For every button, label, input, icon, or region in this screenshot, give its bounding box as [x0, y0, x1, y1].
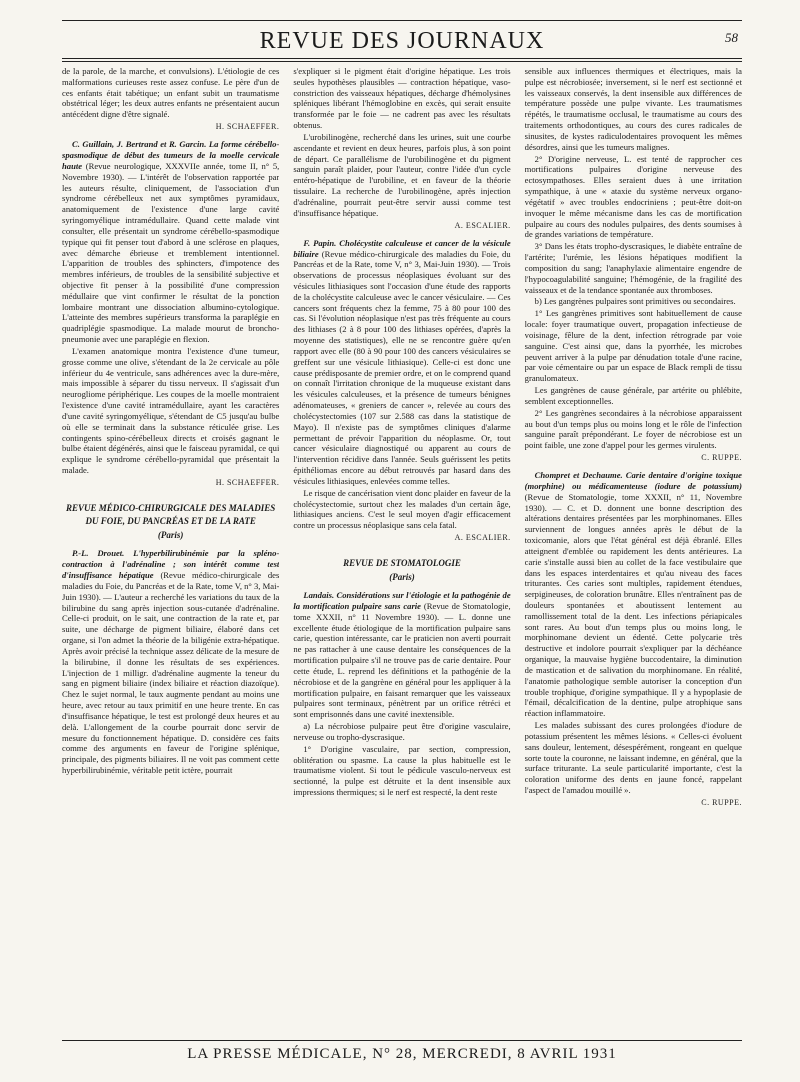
- journal-footer: LA PRESSE MÉDICALE, N° 28, MERCREDI, 8 AVRIL 1931: [187, 1046, 617, 1062]
- paragraph: Les gangrènes de cause générale, par artérite ou phlébite, semblent exceptionnelles.: [524, 385, 742, 406]
- article-body: (Revue médico-chirurgicale des maladies du Foie, du Pancréas et de la Rate, tome V, n° 3, Mai-Juin 1930). — Trois observations de processus néoplasiques évoluant sur des vésicules lithiasiques sont l'occasion d'une étude des rapports de la cholécystite calculeuse avec le cancer vésiculaire. — Ces cancers sont fréquents chez la femme, 75 à 80 pour 100 des cas. Si l'évolution néoplasique n'est pas très fréquente au cours des lithiases (2 à 8 pour 100 des lithiases opérées, d'après la moyenne des statistiques), elle ne se rencontre guère qu'en rapport avec elle (80 à 90 pour 100 des cancers vésiculaires se greffent sur une vésicule lithiasique). Celle-ci est donc une cause prédisposante de premier ordre, et on le comprend quand on connaît l'irritation chronique de la muqueuse existant dans les vésicules calculeuses, et la présence de tumeurs bénignes adénomateuses, « greniers de cancer », relevée au cours des cholécystectomies (107 sur 2.588 cas dans la statistique de Mayo). Il n'existe pas de symptômes cliniques d'alarme permettant de prévoir l'apparition du néoplasme. Or, tout cancer vésiculaire diagnostiqué ou apparent au cours de l'intervention récidive dans l'année. Seuls guérissent les petits épithéliomas encore au début retrouvés par hasard dans des vésicules lithiasiques, enlevées comme telles.: [293, 248, 511, 486]
- footer-rule: [62, 1040, 742, 1041]
- header-bottom-rule: [62, 58, 742, 59]
- article-heading: F. Papin. Cholécystite calculeuse et cancer de la vésicule biliaire: [293, 237, 511, 259]
- journal-header-title: REVUE DES JOURNAUX: [259, 28, 545, 54]
- paragraph: a) La nécrobiose pulpaire peut être d'origine vasculaire, nerveuse ou tropho-dyscrasique.: [293, 721, 511, 742]
- paragraph: de la parole, de la marche, et convulsions). L'étiologie de ces malformations curieuses reste assez confuse. Le père d'un de ces enfants était tabétique; un enfant subit un traumatisme obstétrical léger; les deux autres enfants ne présentaient aucun antécédent digne d'être signalé.: [62, 66, 280, 120]
- paragraph: L'urobilinogène, recherché dans les urines, suit une courbe ascendante et revient en deux heures, parfois plus, à son point de départ. Ce parallélisme de l'urobilinogène et du pigment sanguin paraît plaider, pour l'auteur, contre l'idée d'un cycle entéro-hépatique de l'urobiline, et en faveur de la théorie tissulaire. La recherche de l'urobilinogène, après injection d'adrénaline, pourrait peut-être servir aussi comme test d'insuffisance hépatique.: [293, 131, 511, 218]
- paragraph: 1° Les gangrènes primitives sont habituellement de cause locale: foyer traumatique ouvert, propagation infectieuse de voisinage, fêlure de la dent, infection rétrograde par voie sanguine. C'est ainsi que, dans la pyorrhée, les microbes peuvent arriver à la pulpe par dénudation totale d'une racine, par voie cémentaire ou par un espace de Black rempli de tissu granulomateux.: [524, 308, 742, 384]
- paragraph: Les malades subissant des cures prolongées d'iodure de potassium présentent les mêmes lésions. « Celles-ci évoluent sans douleur, lentement, désespérément, rongeant en quelque sorte toute la couronne, ne laissant indemne, en général, que la surface triturante. La seule particularité importante, c'est la coloration uniforme des dents en jaune foncé, rappelant l'aspect de l'amadou mouillé ».: [524, 720, 742, 796]
- article-heading: P.-L. Drouet. L'hyperbilirubinémie par la spléno-contraction à l'adrénaline ; son intérêt comme test d'insuffisance hépatique: [62, 548, 280, 581]
- section-city: (Paris): [157, 529, 184, 540]
- article-entry: [293, 238, 510, 487]
- article-body: (Revue médico-chirurgicale des maladies du Foie, du Pancréas et de la Rate, tome V, n° 3, Mai-Juin 1930). — L'auteur a recherché les variations du taux de la bilirubine du sang après injection sous-cutanée d'adrénaline. Celle-ci produit, on le sait, une contraction de la rate et, par suite, une décharge de pigment biliaire, élaboré dans cet organe, si l'on admet la théorie de la biligénie extra-hépatique. Après avoir précisé la technique assez délicate de la mesure de la bilirubine, il donne les résultats de ses expériences. L'injection de 1 milligr. d'adrénaline augmente la teneur du sang en pigment biliaire (index biliaire et réaction diazoïque). Chez le sujet normal, le taux augmente pendant au moins une heure, avec retour au taux primitif en une heure trente. En cas d'insuffisance hépatique, le test est prolongé deux heures et au delà. L'allongement de la courbe pourrait donc servir de mesure du fonctionnement hépatique. D. considère ces faits comme des arguments en faveur de l'origine splénique, principale, des pigments biliaires. Il ne voit pas comment cette hyperbilirubinémie, véritable petit ictère, pourrait: [62, 570, 280, 776]
- author-signature: C. RUPPE.: [701, 452, 742, 462]
- section-heading: [62, 502, 279, 543]
- header-bottom-rule-2: [62, 61, 742, 62]
- page-number: 58: [725, 30, 738, 45]
- author-signature: C. RUPPE.: [701, 797, 742, 807]
- article-heading: Chompret et Dechaume. Carie dentaire d'origine toxique (morphine) ou médicamenteuse (iodure de potassium): [524, 470, 742, 491]
- paragraph: 2° D'origine nerveuse, L. est tenté de rapprocher ces mortifications pulpaires d'origine nerveuse des ectosympathoses. Elles seraient dues à une irritation sympathique, à une « ataxie du système nerveux organo-végétatif » avec troubles endocriniens ; peut-être doit-on invoquer le même mécanisme dans les cas de mortification pulpaire au cours des nodules pulpaires, des dents soumises à de grandes variations de température.: [524, 153, 742, 240]
- column-3: [525, 66, 742, 1041]
- section-city: (Paris): [389, 571, 415, 582]
- paragraph: 2° Les gangrènes secondaires à la nécrobiose apparaissent au bout d'un temps plus ou moins long et le rôle de l'infection sanguine paraît prépondérant. Le foyer de nécrobiose est un point faible, une zone d'appel pour les germes virulents.: [524, 407, 742, 451]
- author-signature: H. SCHAEFFER.: [215, 122, 280, 132]
- author-signature: H. SCHAEFFER.: [215, 477, 280, 487]
- paragraph: Le risque de cancérisation vient donc plaider en faveur de la cholécystectomie, surtout chez les malades d'un certain âge, lithiasiques anciens. C'est le seul moyen d'agir efficacement contre un processus néoplasique sans cela fatal.: [293, 487, 511, 531]
- section-title: REVUE MÉDICO-CHIRURGICALE DES MALADIES DU FOIE, DU PANCRÉAS ET DE LA RATE: [66, 502, 276, 527]
- paragraph: L'examen anatomique montra l'existence d'une tumeur, grosse comme une olive, s'étendant de la 2e cervicale au pôle inférieur du 4e ventricule, sans adhérences avec la dure-mère, mais impossible à séparer du tissu nerveux. Il s'agissait d'un neurogliome périphérique. Les coupes de la moelle montraient l'existence d'une cavité intramédullaire, ayant les caractères d'une cavité syringomyélique, s'étendant de C5 jusqu'au bulbe où elle se terminait dans la substance réticulée grise. Les contingents spino-cérébelleux directs et croisés gagnant le bulbe étaient dégénérés, ainsi que le faisceau pyramidal, ce qui explique le syndrome cérébello-pyramidal que présentait la malade.: [62, 345, 280, 476]
- article-heading: C. Guillain, J. Bertrand et R. Garcin. La forme cérébello-spasmodique de début des tumeurs de la moelle cervicale haute: [62, 139, 280, 171]
- author-signature: A. ESCALIER.: [454, 533, 511, 543]
- article-body: (Revue de Stomatologie, tome XXXII, n° 11, Novembre 1930). — C. et D. donnent une bonne description des altérations dentaires présentées par les morphinomanes. Elles surviennent de longues années après le début de la toxicomanie, alors que l'état général est déjà ébranlé. Elles atteignent d'emblée ou rapidement les dents antérieures. La carie s'installe aussi bien au collet de la face vestibulaire que dans les espaces interdentaires et qu'au niveau des faces triturantes. Ces caries sont multiples, rapidement étendues, serpigineuses, de coloration brunâtre. Elles n'entraînent pas de douleurs spontanées et aboutissent lentement au ramollissement total de la dent. Les infections périapicales sont rares. Au bout d'un temps plus ou moins long, le morphinomane devient un édenté. Cette polycarie très destructive et indolore pourrait s'expliquer par la déchéance organique, la mauvaise hygiène buccodentaire, la diminution de mastication et de salivation du morphinomane. En réalité, l'anatomie pathologique semble autoriser la conception d'un trouble trophique, d'origine sympathique. Il y a hypoplasie de l'émail, décalcification de la dentine, pulpe atrophique sans réaction inflammatoire.: [524, 491, 742, 719]
- article-body: (Revue de Stomatologie, tome XXXII, n° 11 Novembre 1930). — L. donne une excellente étude étiologique de la mortification pulpaire sans carie, question intéressante, car le praticien non averti pourrait ne pas rattacher à une cause dentaire les conséquences de la mortification pulpaire s'il ne trouve pas de carie dentaire. Pour cette étude, L. reprend les définitions et la pathogénie de la nécrobiose et de la gangrène en général pour les appliquer à la mortification pulpaire, en faisant remarquer que les vaisseaux pulpaires sont terminaux, pénètrent par un orifice rétréci et sont emprisonnés dans une cavité inextensible.: [293, 600, 511, 720]
- author-signature: A. ESCALIER.: [454, 220, 511, 230]
- article-columns: [62, 66, 742, 1041]
- paragraph: 3° Dans les états tropho-dyscrasiques, le diabète entraîne de l'artérite; l'urémie, les lésions hépatiques modifient la composition du sang; l'anaphylaxie alimentaire engendre de l'hypocoagulabilité sanguine; l'hémogénie, de la fragilité des vaisseaux et de la tendance spontanée aux thromboses.: [524, 241, 742, 295]
- section-title: REVUE DE STOMATOLOGIE: [343, 558, 461, 569]
- article-heading: Landais. Considérations sur l'étiologie et la pathogénie de la mortification pulpaire sans carie: [293, 590, 511, 611]
- section-heading: [293, 557, 510, 584]
- paragraph: sensible aux influences thermiques et électriques, mais la pulpe est nécrobiosée; inversement, si le nerf est sectionné et les vaisseaux conservés, la dent insensible aux différences de température possède une pulpe vivante. Les traumatismes répétés, le traumatisme occlusal, le traumatisme au cours des traitements orthodontiques, au cours des cures radicales de sinusites, de kystes radiculodentaires provoquent les mêmes désordres, ainsi que les tumeurs malignes.: [524, 66, 742, 152]
- article-entry: [293, 590, 510, 720]
- header-top-rule: [62, 20, 742, 21]
- paragraph: 1° D'origine vasculaire, par section, compression, oblitération ou spasme. La cause la plus habituelle est le traumatisme violent. Si tout le pédicule vasculo-nerveux est sectionné, la pulpe est détruite et la dent insensible aux impressions thermiques; si le nerf est respecté, la dent reste: [293, 743, 511, 798]
- column-1: [62, 66, 279, 1041]
- article-body: (Revue neurologique, XXXVIIe année, tome II, n° 5, Novembre 1930). — L'intérêt de l'observation rapportée par les auteurs résulte, cliniquement, de l'association d'un syndrome cérébelleux net aux symptômes pyramidaux, anatomiquement de l'existence d'une large cavité syringomyélique intramédullaire. Quand cette malade vint consulter, elle présentait un syndrome cérébello-spasmodique typique qui fit penser tout d'abord à une sclérose en plaques, avec démarche ébrieuse et tremblement intentionnel. L'apparition de troubles des sphincters, d'impotence des membres inférieurs, de troubles de la sensibilité subjective et objective fit penser à la possibilité d'une compression médullaire que vint confirmer le résultat de la ponction lombaire montrant une dissociation albumino-cytologique. L'atteinte des membres supérieurs transforma la paraplégie en quadriplégie spasmodique. La malade mourut de broncho-pneumonie avec une paraplégie en flexion.: [62, 160, 280, 345]
- column-2: [293, 66, 510, 1041]
- article-entry: [62, 139, 279, 345]
- article-entry: [62, 548, 279, 775]
- paragraph: b) Les gangrènes pulpaires sont primitives ou secondaires.: [534, 296, 736, 307]
- article-entry: [525, 470, 742, 719]
- paragraph: s'expliquer si le pigment était d'origine hépatique. Les trois seules hypothèses plausibles — contraction hépatique, vaso-constriction des vaisseaux hépatiques, décharge d'hémolysines spléniques libérant l'hémoglobine en excès, qui serait ensuite transformée par le foie — ne cadrent pas avec les résultats obtenus.: [293, 66, 511, 131]
